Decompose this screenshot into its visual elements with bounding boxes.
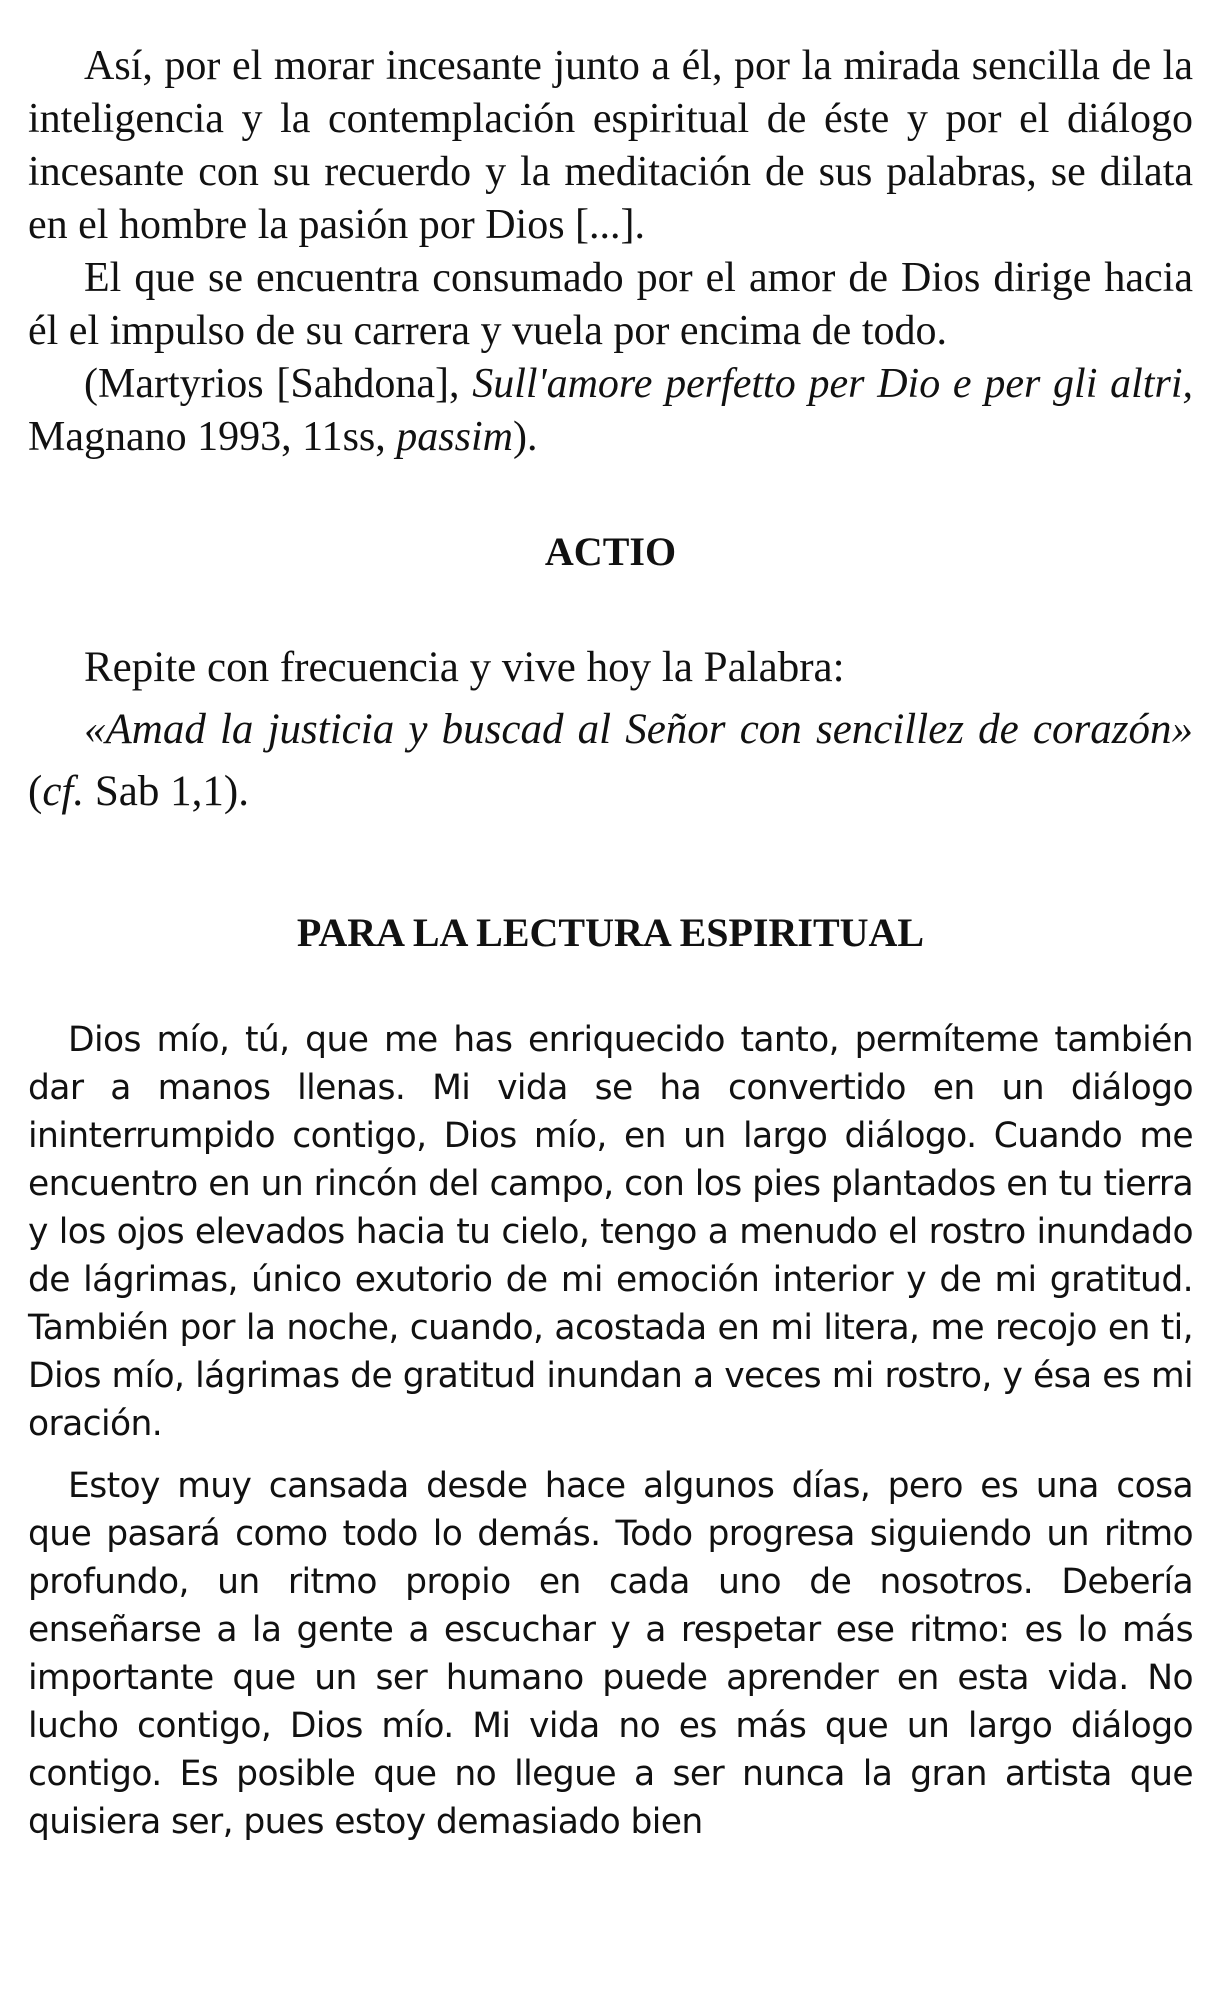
quote-paragraph-1: Así, por el morar incesante junto a él, por la mirada sencilla de la inteligencia y la contemplación espiritual de éste y por el diálogo incesante con su recuerdo y la meditación de sus palabras, se dilata en el hombre la pasión por Dios [...]. bbox=[28, 43, 1193, 248]
citation-passim: passim bbox=[396, 414, 513, 460]
citation-title: Sull'amore perfetto per Dio e per gli altri, bbox=[472, 361, 1193, 407]
actio-verse-text: «Amad la justicia y buscad al Señor con sencillez de corazón» bbox=[84, 706, 1193, 753]
actio-heading: ACTIO bbox=[544, 529, 677, 574]
quote-citation bbox=[28, 358, 1193, 464]
lectura-paragraph-1: Dios mío, tú, que me has enriquecido tanto, permíteme también dar a manos llenas. Mi vida se ha convertido en un diálogo ininterrumpido contigo, Dios mío, en un largo diálogo. Cuando me encuentro en un rincón del campo, con los pies plantados en tu tierra y los ojos elevados hacia tu cielo, tengo a menudo el rostro inundado de lágrimas, único exutorio de mi emoción interior y de mi gratitud. También por la noche, cuando, acostada en mi litera, me recojo en ti, Dios mío, lágrimas de gratitud inundan a veces mi rostro, y ésa es mi oración. bbox=[28, 1020, 1193, 1444]
quote-section bbox=[28, 40, 1193, 464]
lectura-section bbox=[28, 909, 1193, 1846]
actio-ref-open: ( bbox=[28, 768, 43, 815]
actio-section bbox=[28, 528, 1193, 823]
book-page bbox=[28, 40, 1193, 1846]
quote-paragraph-2: El que se encuentra consumado por el amor de Dios dirige hacia él el impulso de su carrera y vuela por encima de todo. bbox=[28, 255, 1193, 354]
actio-cf: cf. bbox=[42, 768, 85, 815]
citation-details: Magnano 1993, 11ss, bbox=[28, 414, 397, 460]
actio-verse bbox=[28, 699, 1193, 823]
lectura-heading: PARA LA LECTURA ESPIRITUAL bbox=[296, 910, 925, 955]
lectura-paragraph-2: Estoy muy cansada desde hace algunos días, pero es una cosa que pasará como todo lo demás. Todo progresa siguiendo un ritmo profundo, un ritmo propio en cada uno de nosotros. Debería enseñarse a la gente a escuchar y a respetar ese ritmo: es lo más importante que un ser humano puede aprender en esta vida. No lucho contigo, Dios mío. Mi vida no es más que un largo diálogo contigo. Es posible que no llegue a ser nunca la gran artista que quisiera ser, pues estoy demasiado bien bbox=[28, 1466, 1193, 1842]
citation-close: ). bbox=[512, 414, 538, 460]
actio-instruction: Repite con frecuencia y vive hoy la Palabra: bbox=[84, 644, 845, 691]
actio-reference: Sab 1,1). bbox=[84, 768, 249, 815]
citation-author: (Martyrios [Sahdona], bbox=[84, 361, 473, 407]
